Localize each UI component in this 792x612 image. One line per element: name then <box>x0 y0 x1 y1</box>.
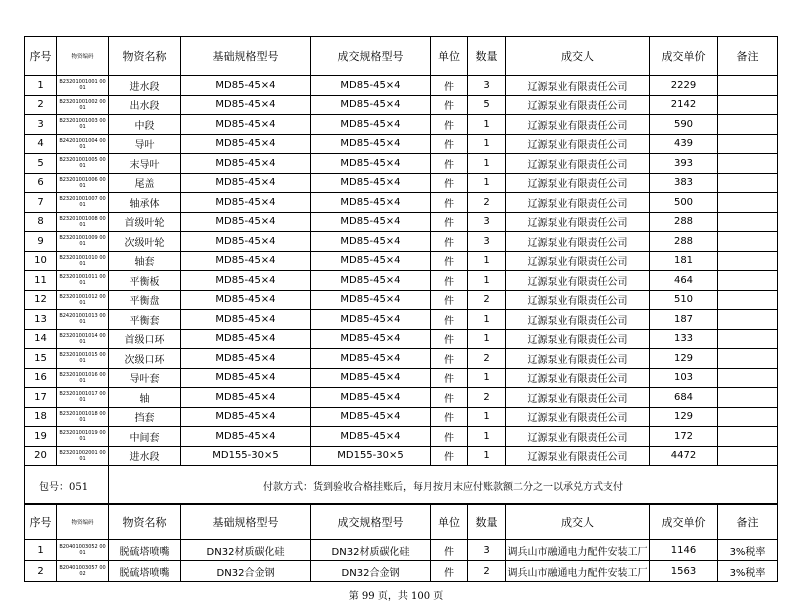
cell-qty: 1 <box>468 115 506 135</box>
cell-qty: 1 <box>468 134 506 154</box>
cell-buyer: 辽源泵业有限责任公司 <box>506 349 650 369</box>
cell-name: 出水段 <box>109 95 181 115</box>
cell-qty: 3 <box>468 212 506 232</box>
cell-name: 脱硫塔喷嘴 <box>109 540 181 561</box>
cell-name: 平衡盘 <box>109 290 181 310</box>
cell-seq: 9 <box>25 232 57 252</box>
cell-code: B23201002001 0001 <box>57 446 109 466</box>
table-row <box>25 134 778 154</box>
table-header <box>25 504 778 540</box>
cell-note <box>718 232 778 252</box>
cell-unit: 件 <box>431 561 468 582</box>
cell-base-spec: DN32合金钢 <box>181 561 311 582</box>
cell-code: B23201001005 0001 <box>57 154 109 174</box>
cell-deal-spec: MD85-45×4 <box>311 193 431 213</box>
package-label: 包号：051 <box>25 466 109 505</box>
cell-price: 510 <box>650 290 718 310</box>
cell-name: 尾盖 <box>109 173 181 193</box>
cell-note <box>718 388 778 408</box>
cell-unit: 件 <box>431 251 468 271</box>
cell-note <box>718 407 778 427</box>
cell-unit: 件 <box>431 212 468 232</box>
cell-base-spec: MD155-30×5 <box>181 446 311 466</box>
cell-note <box>718 427 778 447</box>
cell-buyer: 调兵山市融通电力配件安装工厂 <box>506 540 650 561</box>
cell-note <box>718 349 778 369</box>
cell-qty: 1 <box>468 329 506 349</box>
header-note: 备注 <box>718 37 778 76</box>
cell-deal-spec: MD85-45×4 <box>311 271 431 291</box>
cell-buyer: 辽源泵业有限责任公司 <box>506 193 650 213</box>
cell-code: B23201001002 0001 <box>57 95 109 115</box>
cell-deal-spec: MD85-45×4 <box>311 154 431 174</box>
cell-price: 181 <box>650 251 718 271</box>
cell-code: B23201001016 0001 <box>57 368 109 388</box>
table-row <box>25 446 778 466</box>
cell-buyer: 辽源泵业有限责任公司 <box>506 232 650 252</box>
cell-name: 导叶 <box>109 134 181 154</box>
cell-base-spec: MD85-45×4 <box>181 95 311 115</box>
cell-base-spec: MD85-45×4 <box>181 154 311 174</box>
cell-deal-spec: MD155-30×5 <box>311 446 431 466</box>
cell-code: B23201001019 0001 <box>57 427 109 447</box>
cell-note <box>718 115 778 135</box>
cell-unit: 件 <box>431 232 468 252</box>
header-qty: 数量 <box>468 37 506 76</box>
cell-price: 439 <box>650 134 718 154</box>
cell-base-spec: MD85-45×4 <box>181 193 311 213</box>
cell-base-spec: MD85-45×4 <box>181 232 311 252</box>
cell-note <box>718 251 778 271</box>
cell-base-spec: MD85-45×4 <box>181 115 311 135</box>
cell-unit: 件 <box>431 173 468 193</box>
cell-name: 挡套 <box>109 407 181 427</box>
cell-name: 导叶套 <box>109 368 181 388</box>
cell-name: 次级叶轮 <box>109 232 181 252</box>
cell-deal-spec: MD85-45×4 <box>311 349 431 369</box>
cell-name: 脱硫塔喷嘴 <box>109 561 181 582</box>
cell-qty: 1 <box>468 173 506 193</box>
cell-unit: 件 <box>431 427 468 447</box>
cell-unit: 件 <box>431 329 468 349</box>
cell-deal-spec: MD85-45×4 <box>311 173 431 193</box>
cell-buyer: 辽源泵业有限责任公司 <box>506 251 650 271</box>
cell-price: 684 <box>650 388 718 408</box>
cell-qty: 3 <box>468 540 506 561</box>
header-seq: 序号 <box>25 37 57 76</box>
cell-code: B23201001009 0001 <box>57 232 109 252</box>
cell-name: 进水段 <box>109 76 181 96</box>
cell-price: 383 <box>650 173 718 193</box>
cell-unit: 件 <box>431 290 468 310</box>
cell-unit: 件 <box>431 115 468 135</box>
table-row <box>25 232 778 252</box>
header-buyer: 成交人 <box>506 37 650 76</box>
cell-qty: 2 <box>468 290 506 310</box>
cell-buyer: 辽源泵业有限责任公司 <box>506 95 650 115</box>
cell-seq: 2 <box>25 95 57 115</box>
cell-price: 172 <box>650 427 718 447</box>
cell-buyer: 辽源泵业有限责任公司 <box>506 407 650 427</box>
table-header <box>25 37 778 76</box>
cell-note <box>718 446 778 466</box>
cell-code: B23201001018 0001 <box>57 407 109 427</box>
cell-unit: 件 <box>431 310 468 330</box>
cell-unit: 件 <box>431 193 468 213</box>
cell-qty: 1 <box>468 310 506 330</box>
cell-seq: 16 <box>25 368 57 388</box>
cell-seq: 18 <box>25 407 57 427</box>
cell-base-spec: MD85-45×4 <box>181 407 311 427</box>
header-deal-spec: 成交规格型号 <box>311 504 431 540</box>
cell-unit: 件 <box>431 368 468 388</box>
cell-buyer: 辽源泵业有限责任公司 <box>506 271 650 291</box>
cell-code: B23201001006 0001 <box>57 173 109 193</box>
cell-code: B23201001003 0001 <box>57 115 109 135</box>
cell-note: 3%税率 <box>718 540 778 561</box>
cell-deal-spec: MD85-45×4 <box>311 95 431 115</box>
cell-seq: 3 <box>25 115 57 135</box>
cell-seq: 6 <box>25 173 57 193</box>
cell-qty: 1 <box>468 446 506 466</box>
cell-buyer: 辽源泵业有限责任公司 <box>506 134 650 154</box>
cell-deal-spec: MD85-45×4 <box>311 290 431 310</box>
cell-qty: 1 <box>468 368 506 388</box>
table-row <box>25 427 778 447</box>
cell-base-spec: MD85-45×4 <box>181 76 311 96</box>
cell-deal-spec: MD85-45×4 <box>311 368 431 388</box>
cell-name: 中间套 <box>109 427 181 447</box>
cell-deal-spec: MD85-45×4 <box>311 115 431 135</box>
cell-base-spec: MD85-45×4 <box>181 173 311 193</box>
header-code: 物资编码 <box>57 37 109 76</box>
cell-qty: 5 <box>468 95 506 115</box>
cell-buyer: 辽源泵业有限责任公司 <box>506 427 650 447</box>
procurement-table <box>24 36 778 505</box>
cell-unit: 件 <box>431 540 468 561</box>
cell-qty: 2 <box>468 388 506 408</box>
cell-name: 平衡板 <box>109 271 181 291</box>
cell-base-spec: DN32材质碳化硅 <box>181 540 311 561</box>
cell-code: B20401003057 0002 <box>57 561 109 582</box>
table-row <box>25 329 778 349</box>
cell-seq: 13 <box>25 310 57 330</box>
header-price: 成交单价 <box>650 504 718 540</box>
cell-seq: 1 <box>25 540 57 561</box>
cell-deal-spec: DN32材质碳化硅 <box>311 540 431 561</box>
header-note: 备注 <box>718 504 778 540</box>
header-name: 物资名称 <box>109 37 181 76</box>
cell-seq: 14 <box>25 329 57 349</box>
cell-buyer: 辽源泵业有限责任公司 <box>506 173 650 193</box>
cell-deal-spec: MD85-45×4 <box>311 134 431 154</box>
cell-seq: 15 <box>25 349 57 369</box>
page-number: 第 99 页，共 100 页 <box>348 591 444 602</box>
table-row <box>25 271 778 291</box>
cell-seq: 5 <box>25 154 57 174</box>
table-row <box>25 388 778 408</box>
cell-buyer: 辽源泵业有限责任公司 <box>506 212 650 232</box>
cell-qty: 1 <box>468 407 506 427</box>
cell-base-spec: MD85-45×4 <box>181 212 311 232</box>
table-row <box>25 407 778 427</box>
cell-code: B24201001013 0001 <box>57 310 109 330</box>
cell-name: 进水段 <box>109 446 181 466</box>
cell-name: 末导叶 <box>109 154 181 174</box>
cell-unit: 件 <box>431 407 468 427</box>
cell-name: 轴套 <box>109 251 181 271</box>
cell-unit: 件 <box>431 76 468 96</box>
cell-base-spec: MD85-45×4 <box>181 349 311 369</box>
cell-deal-spec: MD85-45×4 <box>311 388 431 408</box>
header-code: 物资编码 <box>57 504 109 540</box>
cell-note <box>718 212 778 232</box>
cell-name: 首级叶轮 <box>109 212 181 232</box>
cell-buyer: 辽源泵业有限责任公司 <box>506 446 650 466</box>
cell-buyer: 调兵山市融通电力配件安装工厂 <box>506 561 650 582</box>
cell-qty: 2 <box>468 349 506 369</box>
cell-price: 2229 <box>650 76 718 96</box>
cell-note <box>718 329 778 349</box>
cell-base-spec: MD85-45×4 <box>181 271 311 291</box>
header-base-spec: 基础规格型号 <box>181 504 311 540</box>
cell-price: 133 <box>650 329 718 349</box>
cell-base-spec: MD85-45×4 <box>181 368 311 388</box>
table-row <box>25 173 778 193</box>
cell-name: 轴承体 <box>109 193 181 213</box>
table-row <box>25 115 778 135</box>
table-row <box>25 95 778 115</box>
cell-buyer: 辽源泵业有限责任公司 <box>506 310 650 330</box>
cell-price: 500 <box>650 193 718 213</box>
cell-code: B23201001015 0001 <box>57 349 109 369</box>
cell-seq: 1 <box>25 76 57 96</box>
cell-code: B23201001001 0001 <box>57 76 109 96</box>
cell-price: 464 <box>650 271 718 291</box>
cell-unit: 件 <box>431 154 468 174</box>
cell-price: 1146 <box>650 540 718 561</box>
cell-deal-spec: MD85-45×4 <box>311 232 431 252</box>
table-row <box>25 76 778 96</box>
cell-price: 103 <box>650 368 718 388</box>
cell-note <box>718 271 778 291</box>
cell-code: B23201001012 0001 <box>57 290 109 310</box>
cell-seq: 12 <box>25 290 57 310</box>
header-buyer: 成交人 <box>506 504 650 540</box>
table-row <box>25 290 778 310</box>
cell-deal-spec: MD85-45×4 <box>311 212 431 232</box>
cell-note <box>718 310 778 330</box>
cell-unit: 件 <box>431 271 468 291</box>
cell-name: 平衡套 <box>109 310 181 330</box>
cell-price: 288 <box>650 212 718 232</box>
cell-deal-spec: MD85-45×4 <box>311 329 431 349</box>
cell-qty: 1 <box>468 271 506 291</box>
table-row <box>25 212 778 232</box>
cell-qty: 3 <box>468 232 506 252</box>
cell-base-spec: MD85-45×4 <box>181 290 311 310</box>
cell-buyer: 辽源泵业有限责任公司 <box>506 388 650 408</box>
cell-price: 2142 <box>650 95 718 115</box>
header-name: 物资名称 <box>109 504 181 540</box>
cell-deal-spec: MD85-45×4 <box>311 310 431 330</box>
cell-buyer: 辽源泵业有限责任公司 <box>506 290 650 310</box>
cell-note <box>718 173 778 193</box>
cell-base-spec: MD85-45×4 <box>181 134 311 154</box>
cell-deal-spec: MD85-45×4 <box>311 427 431 447</box>
table-row <box>25 349 778 369</box>
cell-deal-spec: MD85-45×4 <box>311 76 431 96</box>
cell-code: B23201001007 0001 <box>57 193 109 213</box>
cell-seq: 11 <box>25 271 57 291</box>
cell-note <box>718 290 778 310</box>
table-row <box>25 251 778 271</box>
cell-price: 1563 <box>650 561 718 582</box>
cell-qty: 2 <box>468 561 506 582</box>
cell-name: 首级口环 <box>109 329 181 349</box>
cell-code: B24201001004 0001 <box>57 134 109 154</box>
cell-buyer: 辽源泵业有限责任公司 <box>506 154 650 174</box>
cell-buyer: 辽源泵业有限责任公司 <box>506 76 650 96</box>
cell-code: B23201001008 0001 <box>57 212 109 232</box>
cell-qty: 1 <box>468 427 506 447</box>
header-seq: 序号 <box>25 504 57 540</box>
cell-qty: 1 <box>468 154 506 174</box>
table-row <box>25 310 778 330</box>
cell-deal-spec: MD85-45×4 <box>311 407 431 427</box>
cell-unit: 件 <box>431 95 468 115</box>
cell-note <box>718 76 778 96</box>
cell-buyer: 辽源泵业有限责任公司 <box>506 368 650 388</box>
cell-base-spec: MD85-45×4 <box>181 427 311 447</box>
cell-price: 393 <box>650 154 718 174</box>
cell-qty: 2 <box>468 193 506 213</box>
cell-seq: 4 <box>25 134 57 154</box>
header-deal-spec: 成交规格型号 <box>311 37 431 76</box>
cell-qty: 1 <box>468 251 506 271</box>
table-row <box>25 193 778 213</box>
cell-deal-spec: MD85-45×4 <box>311 251 431 271</box>
cell-note: 3%税率 <box>718 561 778 582</box>
cell-deal-spec: DN32合金钢 <box>311 561 431 582</box>
header-qty: 数量 <box>468 504 506 540</box>
header-unit: 单位 <box>431 504 468 540</box>
cell-seq: 17 <box>25 388 57 408</box>
cell-seq: 20 <box>25 446 57 466</box>
table-row <box>25 561 778 582</box>
cell-seq: 2 <box>25 561 57 582</box>
cell-base-spec: MD85-45×4 <box>181 310 311 330</box>
cell-note <box>718 193 778 213</box>
cell-code: B23201001010 0001 <box>57 251 109 271</box>
cell-name: 轴 <box>109 388 181 408</box>
table-row <box>25 540 778 561</box>
header-base-spec: 基础规格型号 <box>181 37 311 76</box>
header-unit: 单位 <box>431 37 468 76</box>
cell-price: 4472 <box>650 446 718 466</box>
cell-code: B23201001011 0001 <box>57 271 109 291</box>
payment-terms: 付款方式：货到验收合格挂账后，每月按月末应付账款额二分之一以承兑方式支付 <box>109 466 778 505</box>
cell-note <box>718 134 778 154</box>
cell-price: 590 <box>650 115 718 135</box>
cell-buyer: 辽源泵业有限责任公司 <box>506 329 650 349</box>
header-price: 成交单价 <box>650 37 718 76</box>
cell-note <box>718 368 778 388</box>
cell-code: B23201001014 0001 <box>57 329 109 349</box>
cell-unit: 件 <box>431 134 468 154</box>
cell-buyer: 辽源泵业有限责任公司 <box>506 115 650 135</box>
package-row <box>25 466 778 505</box>
cell-base-spec: MD85-45×4 <box>181 388 311 408</box>
cell-price: 129 <box>650 349 718 369</box>
cell-price: 129 <box>650 407 718 427</box>
cell-name: 次级口环 <box>109 349 181 369</box>
cell-price: 187 <box>650 310 718 330</box>
cell-unit: 件 <box>431 349 468 369</box>
cell-note <box>718 154 778 174</box>
cell-seq: 8 <box>25 212 57 232</box>
cell-base-spec: MD85-45×4 <box>181 251 311 271</box>
cell-note <box>718 95 778 115</box>
cell-base-spec: MD85-45×4 <box>181 329 311 349</box>
cell-price: 288 <box>650 232 718 252</box>
cell-code: B20401003052 0001 <box>57 540 109 561</box>
cell-seq: 7 <box>25 193 57 213</box>
table-row <box>25 154 778 174</box>
cell-unit: 件 <box>431 388 468 408</box>
cell-unit: 件 <box>431 446 468 466</box>
cell-seq: 10 <box>25 251 57 271</box>
package-051-table <box>24 503 778 582</box>
cell-name: 中段 <box>109 115 181 135</box>
cell-qty: 3 <box>468 76 506 96</box>
cell-seq: 19 <box>25 427 57 447</box>
cell-code: B23201001017 0001 <box>57 388 109 408</box>
table-row <box>25 368 778 388</box>
